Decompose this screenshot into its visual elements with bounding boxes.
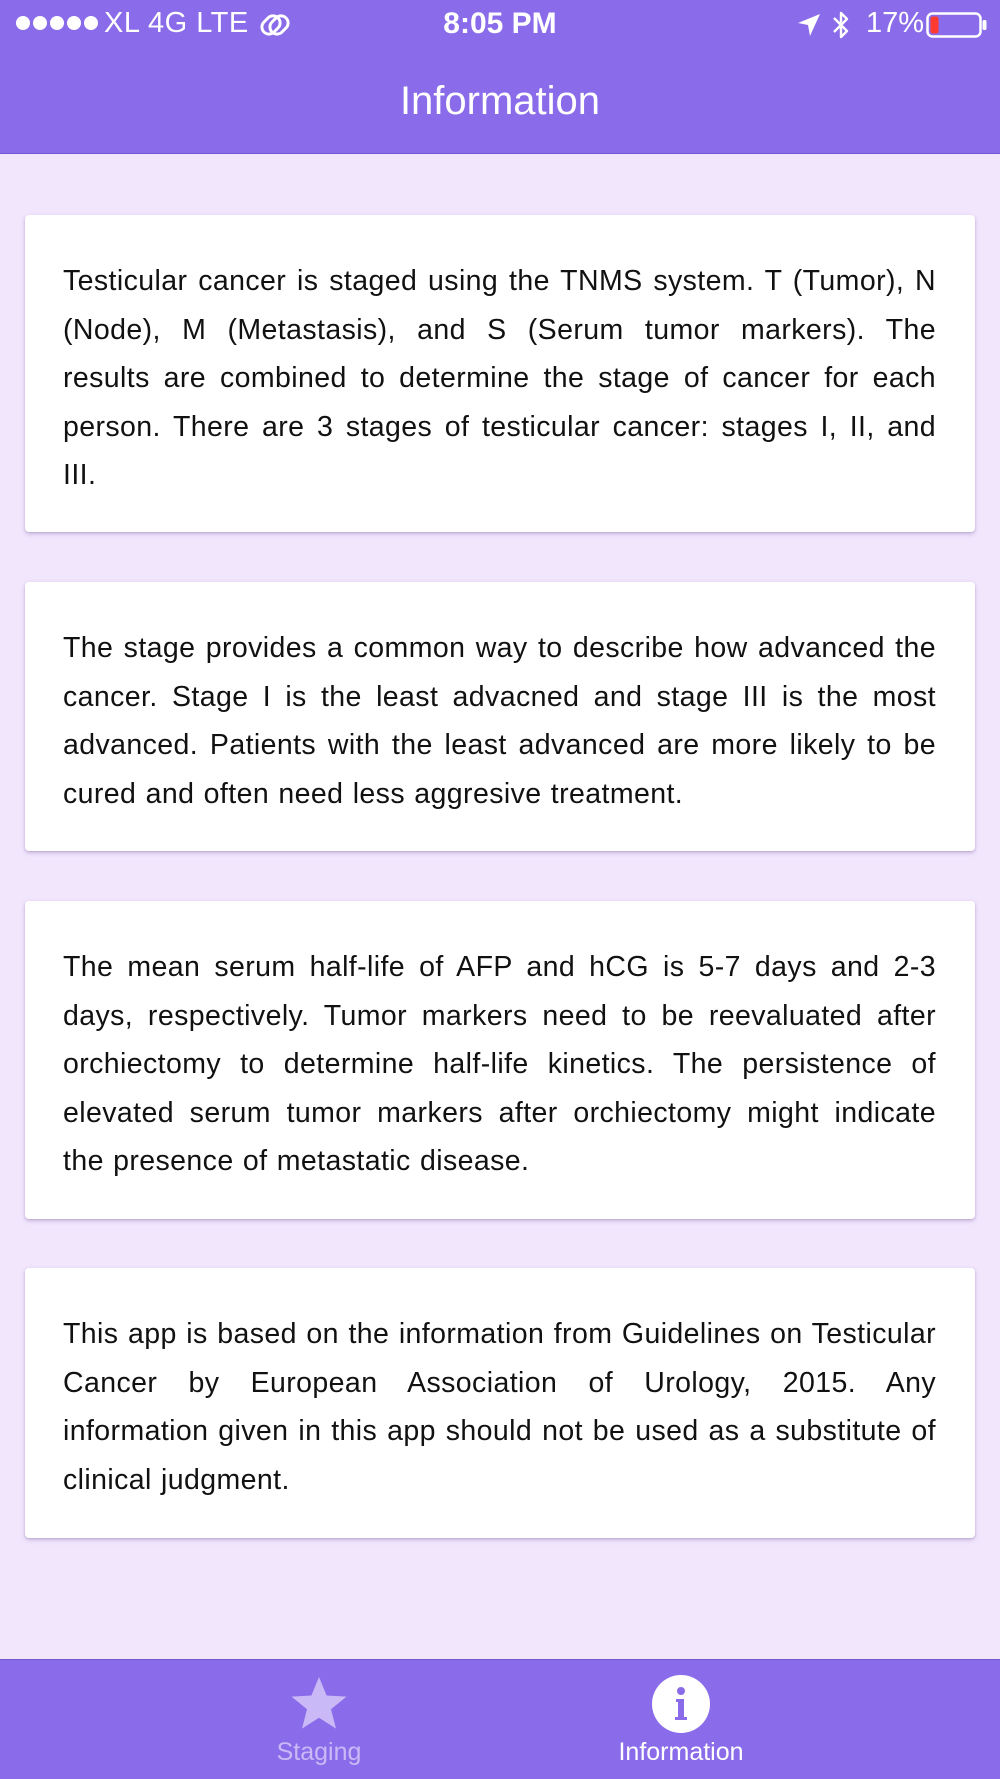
location-arrow-icon	[796, 12, 822, 38]
status-bar	[0, 0, 1000, 50]
tab-staging[interactable]	[169, 1660, 469, 1779]
battery-fill	[931, 17, 939, 34]
info-card-stage-meaning	[25, 582, 975, 851]
tab-information-label: Information	[618, 1738, 744, 1766]
star-icon	[289, 1674, 349, 1734]
info-card-text: This app is based on the information from Guidelines on Testicular Cancer by European Association of Urology, 2015. Any information given in this app should not be used as a substitute of clinical judgment.	[63, 1318, 936, 1496]
tab-bar	[0, 1659, 1000, 1779]
info-card-text: The mean serum half-life of AFP and hCG is 5-7 days and 2-3 days, respectively. Tumor markers need to be reevaluated after orchiectomy to determine half-life kinetics. The persistence of elevated serum tumor markers after orchiectomy might indicate the presence of metastatic disease.	[63, 951, 936, 1177]
info-card-text: The stage provides a common way to describe how advanced the cancer. Stage I is the least advacned and stage III is the most advanced. Patients with the least advanced are more likely to be cured and often need less aggresive treatment.	[63, 632, 936, 810]
tab-staging-label: Staging	[276, 1738, 362, 1766]
bluetooth-icon	[830, 9, 852, 41]
page-title: Information	[399, 79, 601, 123]
carrier-label: XL 4G LTE	[104, 7, 249, 39]
status-time: 8:05 PM	[443, 7, 557, 40]
battery-percentage: 17%	[866, 7, 925, 39]
app-header	[0, 0, 1000, 154]
info-card-disclaimer	[25, 1268, 975, 1538]
battery-icon	[926, 12, 988, 38]
info-card-tnms-staging	[25, 215, 975, 532]
tab-information[interactable]	[531, 1660, 831, 1779]
info-icon	[651, 1674, 711, 1734]
info-card-tumor-markers	[25, 901, 975, 1219]
info-card-text: Testicular cancer is staged using the TNMS system. T (Tumor), N (Node), M (Metastasis), and S (Serum tumor markers). The results are combined to determine the stage of cancer for each person. There are 3 stages of testicular cancer: stages I, II, and III.	[63, 265, 936, 491]
